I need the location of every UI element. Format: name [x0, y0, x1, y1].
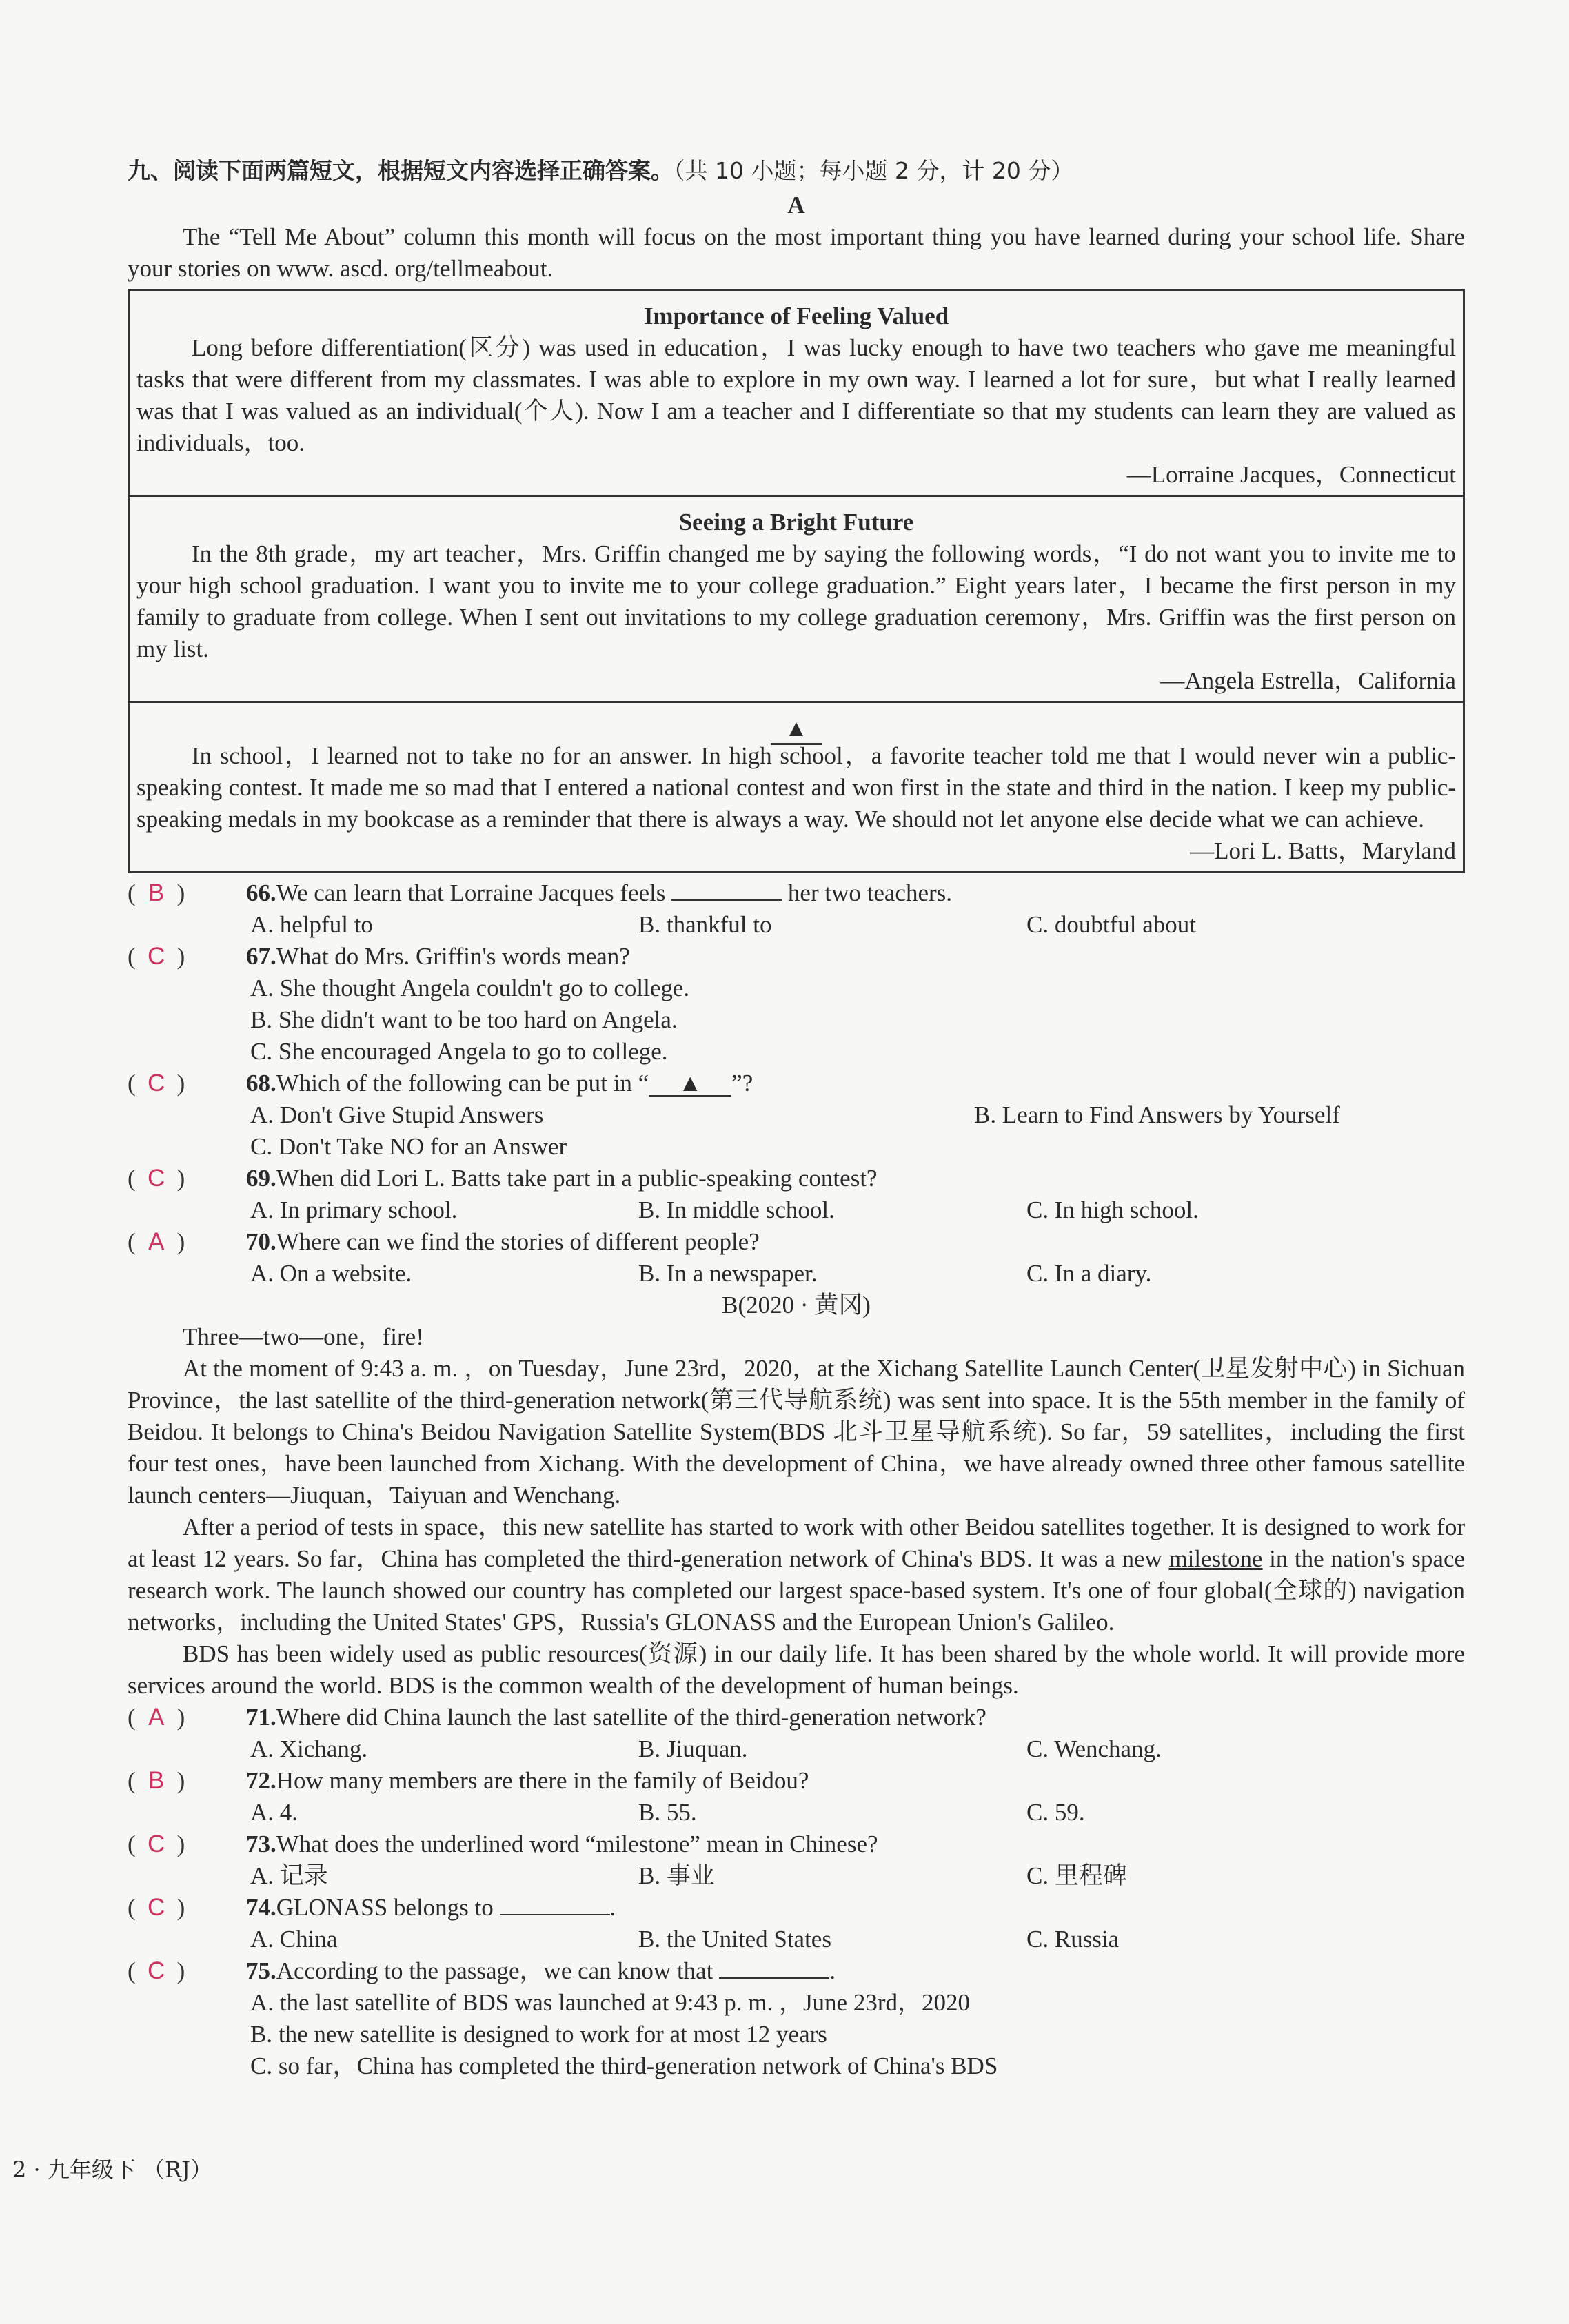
question-73-options: [128, 1860, 1465, 1892]
passage-b-para-1: Three—two—one，fire!: [183, 1323, 424, 1350]
story-2: [130, 495, 1463, 701]
option-a: A. helpful to: [250, 911, 373, 938]
question-stem: 72.How many members are there in the family of Beidou?: [246, 1767, 809, 1794]
option-a: A. the last satellite of BDS was launched at 9:43 p. m. ，June 23rd，2020: [250, 1989, 971, 2016]
question-70-options: [128, 1258, 1465, 1290]
question-72: [128, 1765, 1465, 1797]
question-68: [128, 1068, 1465, 1099]
option-c: C. doubtful about: [1026, 911, 1196, 938]
triangle-icon: ▲: [771, 715, 822, 745]
stories-box: [128, 289, 1465, 873]
answer-slot: ( C ): [128, 1892, 246, 1924]
answer-slot: ( C ): [128, 1068, 246, 1099]
question-74-options: [128, 1924, 1465, 1955]
question-71: [128, 1702, 1465, 1733]
question-66: [128, 877, 1465, 909]
story-2-author: —Angela Estrella，California: [1160, 667, 1456, 694]
question-69-options: [128, 1194, 1465, 1226]
story-1-body: Long before differentiation(区分) was used in education，I was lucky enough to have two teachers who gave me meaningful tasks that were different from my classmates. I was able to explore in my own way. I learned a lot for sure，but what I really learned was that I was valued as an individual(个人). Now I am a teacher and I differentiate so that my students can learn they are valued as individuals，too.: [136, 334, 1456, 456]
option-c: C. 里程碑: [1026, 1862, 1127, 1889]
question-stem: 73.What does the underlined word “milestone” mean in Chinese?: [246, 1831, 878, 1857]
passage-a-intro: The “Tell Me About” column this month will focus on the most important thing you have learned during your school life. Share your stories on www. ascd. org/tellmeabout.: [128, 223, 1465, 282]
question-70: [128, 1226, 1465, 1258]
answer-blank: [671, 879, 782, 901]
story-3-body: In school，I learned not to take no for an answer. In high school，a favorite teacher told me that I would never win a public-speaking contest. It made me so mad that I entered a national contest and won first in the state and third in the nation. I keep my public-speaking medals in my bookcase as a reminder that there is always a way. We should not let anyone else decide what we can achieve.: [136, 742, 1456, 833]
option-a: A. China: [250, 1926, 338, 1953]
answer-mark: B: [148, 879, 165, 906]
option-b: B. the United States: [638, 1926, 831, 1953]
answer-slot: ( A ): [128, 1702, 246, 1733]
answer-mark: C: [148, 1070, 165, 1097]
question-68-options: [128, 1099, 1465, 1131]
story-1-author: —Lorraine Jacques，Connecticut: [1126, 461, 1456, 488]
answer-mark: C: [148, 1957, 165, 1984]
answer-slot: ( A ): [128, 1226, 246, 1258]
answer-slot: ( C ): [128, 1955, 246, 1987]
question-71-options: [128, 1733, 1465, 1765]
story-2-title: Seeing a Bright Future: [678, 509, 914, 536]
question-69: [128, 1163, 1465, 1194]
question-stem: 71.Where did China launch the last satellite of the third-generation network?: [246, 1704, 986, 1731]
option-b: B. Jiuquan.: [638, 1735, 748, 1762]
question-stem: 68.Which of the following can be put in “ ▲ ”?: [246, 1070, 753, 1097]
answer-mark: C: [148, 1894, 165, 1921]
passage-b-para-3: After a period of tests in space，this new satellite has started to work with other Beidou satellites together. It is designed to work for at least 12 years. So far，China has completed the third-generation network of China's BDS. It was a new milestone in the nation's space research work. The launch showed our country has completed our largest space-based system. It's one of four global(全球的) navigation networks，including the United States' GPS，Russia's GLONASS and the European Union's Galileo.: [128, 1513, 1466, 1635]
question-72-options: [128, 1797, 1465, 1828]
option-a: A. In primary school.: [250, 1196, 458, 1223]
option-a: A. She thought Angela couldn't go to college.: [250, 975, 690, 1001]
option-b: B. In middle school.: [638, 1196, 835, 1223]
option-b: B. 55.: [638, 1799, 697, 1826]
section-heading-text: 九、阅读下面两篇短文，根据短文内容选择正确答案。: [128, 157, 674, 184]
story-3-author: —Lori L. Batts，Maryland: [1190, 837, 1456, 864]
question-stem: 74.GLONASS belongs to .: [246, 1894, 616, 1921]
question-73: [128, 1828, 1465, 1860]
story-2-body: In the 8th grade，my art teacher，Mrs. Griffin changed me by saying the following words，“I do not want you to invite me to your high school graduation. I want you to invite me to your college graduation.” Eight years later，I became the first person in my family to graduate from college. When I sent out invitations to my college graduation ceremony，Mrs. Griffin was the first person on my list.: [136, 540, 1456, 662]
triangle-icon: ▲: [649, 1072, 731, 1097]
option-c: C. 59.: [1026, 1799, 1085, 1826]
page-footer: 2 · 九年级下 （RJ）: [12, 2157, 212, 2183]
answer-mark: C: [148, 943, 165, 970]
question-stem: 66.We can learn that Lorraine Jacques feels her two teachers.: [246, 879, 953, 906]
option-b: B. thankful to: [638, 911, 772, 938]
option-b: B. She didn't want to be too hard on Angela.: [250, 1006, 678, 1033]
answer-mark: A: [148, 1704, 165, 1731]
option-b: B. 事业: [638, 1862, 715, 1889]
answer-slot: ( C ): [128, 941, 246, 972]
story-1-title: Importance of Feeling Valued: [643, 303, 949, 329]
answer-slot: ( B ): [128, 877, 246, 909]
option-c: C. Don't Take NO for an Answer: [250, 1133, 567, 1160]
answer-mark: C: [148, 1165, 165, 1192]
option-a: A. Don't Give Stupid Answers: [250, 1101, 544, 1128]
option-c: C. In high school.: [1026, 1196, 1199, 1223]
option-b: B. the new satellite is designed to work for at most 12 years: [250, 2021, 827, 2048]
passage-b-label: B(2020 · 黄冈): [722, 1292, 871, 1318]
answer-slot: ( B ): [128, 1765, 246, 1797]
underlined-word: milestone: [1168, 1545, 1263, 1572]
option-c: C. so far，China has completed the third-generation network of China's BDS: [250, 2052, 998, 2079]
question-stem: 67.What do Mrs. Griffin's words mean?: [246, 943, 630, 970]
story-3-title-blank: [136, 713, 1456, 740]
answer-slot: ( C ): [128, 1163, 246, 1194]
section-score-note: （共 10 小题；每小题 2 分，计 20 分）: [674, 157, 1074, 184]
question-74: [128, 1892, 1465, 1924]
answer-blank: [719, 1957, 829, 1979]
question-stem: 75.According to the passage，we can know that .: [246, 1957, 836, 1984]
question-75: [128, 1955, 1465, 1987]
story-3: [130, 701, 1463, 871]
option-a: A. 4.: [250, 1799, 298, 1826]
answer-blank: [500, 1893, 610, 1915]
option-c: C. She encouraged Angela to go to college.: [250, 1038, 668, 1065]
option-c: C. Wenchang.: [1026, 1735, 1162, 1762]
option-b: B. In a newspaper.: [638, 1260, 818, 1287]
section-heading: [128, 155, 1465, 187]
passage-b-para-2: At the moment of 9:43 a. m. ，on Tuesday，June 23rd，2020，at the Xichang Satellite Launch Center(卫星发射中心) in Sichuan Province，the last satellite of the third-generation network(第三代导航系统) was sent into space. It is the 55th member in the family of Beidou. It belongs to China's Beidou Navigation Satellite System(BDS 北斗卫星导航系统). So far，59 satellites，including the first four test ones，have been launched from Xichang. With the development of China，we have already owned three other famous satellite launch centers—Jiuquan，Taiyuan and Wenchang.: [128, 1355, 1465, 1509]
option-c: C. Russia: [1026, 1926, 1120, 1953]
question-stem: 69.When did Lori L. Batts take part in a public-speaking contest?: [246, 1165, 878, 1192]
option-b: B. Learn to Find Answers by Yourself: [974, 1101, 1340, 1128]
option-a: A. On a website.: [250, 1260, 412, 1287]
passage-a-label: A: [787, 192, 805, 218]
question-67: [128, 941, 1465, 972]
question-66-options: [128, 909, 1465, 941]
answer-mark: B: [148, 1767, 165, 1794]
story-1: [130, 291, 1463, 495]
answer-mark: A: [148, 1228, 165, 1255]
passage-b-para-4: BDS has been widely used as public resources(资源) in our daily life. It has been shared by the whole world. It will provide more services around the world. BDS is the common wealth of the development of human beings.: [128, 1640, 1465, 1699]
option-a: A. Xichang.: [250, 1735, 368, 1762]
answer-mark: C: [148, 1831, 165, 1857]
answer-slot: ( C ): [128, 1828, 246, 1860]
worksheet-page: [128, 155, 1465, 2082]
option-c: C. In a diary.: [1026, 1260, 1152, 1287]
question-stem: 70.Where can we find the stories of different people?: [246, 1228, 760, 1255]
option-a: A. 记录: [250, 1862, 328, 1889]
